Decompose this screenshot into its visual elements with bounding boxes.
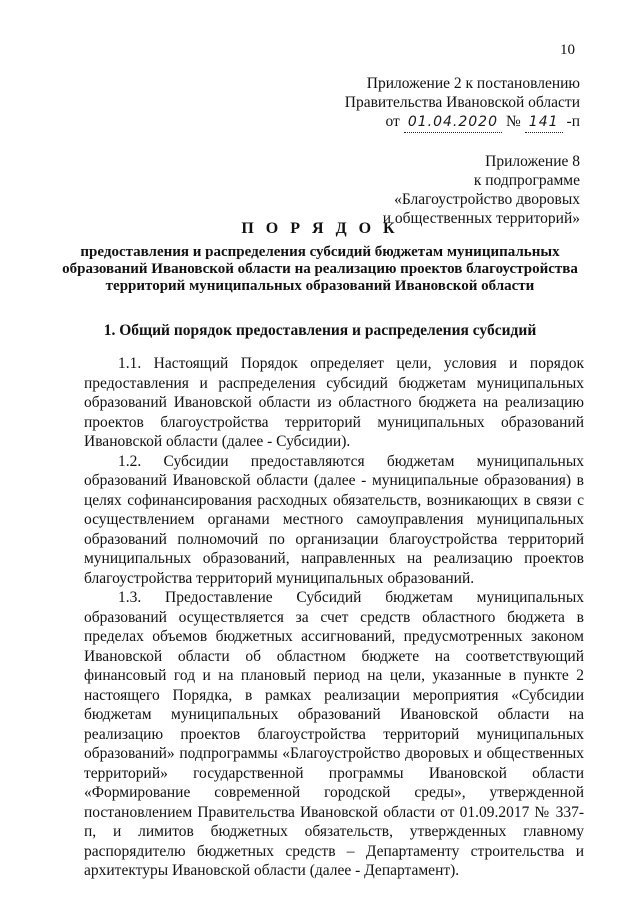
document-title: П О Р Я Д О К <box>241 220 399 237</box>
paragraph-1-1: 1.1. Настоящий Порядок определяет цели, условия и порядок предоставления и распределения субсидий бюджетам муниципальных образований Ивановской области из областного бюджета на реализацию проектов благоустройства территорий муниципальных образований Ивановской области (далее - Субсидии). <box>84 355 584 450</box>
section-heading: 1. Общий порядок предоставления и распределения субсидий <box>103 322 537 339</box>
handwritten-date: 01.04.2020 <box>404 113 502 133</box>
body-text <box>84 354 584 881</box>
number-suffix: -п <box>566 113 580 130</box>
annex-header-line1: Приложение 2 к постановлению <box>366 75 580 92</box>
paragraph-1-3: 1.3. Предоставление Субсидий бюджетам муниципальных образований осуществляется за счет средств областного бюджета в пределах объемов бюджетных ассигнований, предусмотренных законом Ивановской области об областном бюджете на соответствующий финансовый год и на плановый период на цели, указанные в пункте 2 настоящего Порядка, в рамках реализации мероприятия «Субсидии бюджетам муниципальных образований Ивановской области на реализацию проектов благоустройства территорий муниципальных образований» подпрограммы «Благоустройство дворовых и общественных территорий» государственной программы Ивановской области «Формирование современной городской среды», утвержденной постановлением Правительства Ивановской области от 01.09.2017 № 337-п, и лимитов бюджетных обязательств, утвержденных главному распорядителю бюджетных средств – Департаменту строительства и архитектуры Ивановской области (далее - Департамент). <box>84 589 584 879</box>
paragraph-1-2: 1.2. Субсидии предоставляются бюджетам муниципальных образований Ивановской области (далее - муниципальные образования) в целях софинансирования расходных обязательств, возникающих в связи с осуществлением органами местного самоуправления муниципальных образований полномочий по организации благоустройства территорий муниципальных образований, направленных на реализацию проектов благоустройства территорий муниципальных образований. <box>84 452 584 587</box>
document-subtitle: предоставления и распределения субсидий бюджетам муниципальных образований Ивановской области на реализацию проектов благоустройства территорий муниципальных образований Ивановской области <box>62 244 578 294</box>
page-number: 10 <box>560 42 575 58</box>
annex-sub-line4: и общественных территорий» <box>382 210 580 227</box>
annex-header <box>345 74 580 133</box>
from-label: от <box>385 113 400 130</box>
handwritten-number: 141 <box>525 113 563 133</box>
annex-sub-line2: к подпрограмме <box>473 172 580 189</box>
annex-sub <box>383 152 580 228</box>
annex-reference <box>345 112 580 133</box>
number-label: № <box>506 113 521 130</box>
annex-sub-line1: Приложение 8 <box>485 153 580 170</box>
annex-header-line2: Правительства Ивановской области <box>344 94 580 111</box>
annex-sub-line3: «Благоустройство дворовых <box>394 191 580 208</box>
